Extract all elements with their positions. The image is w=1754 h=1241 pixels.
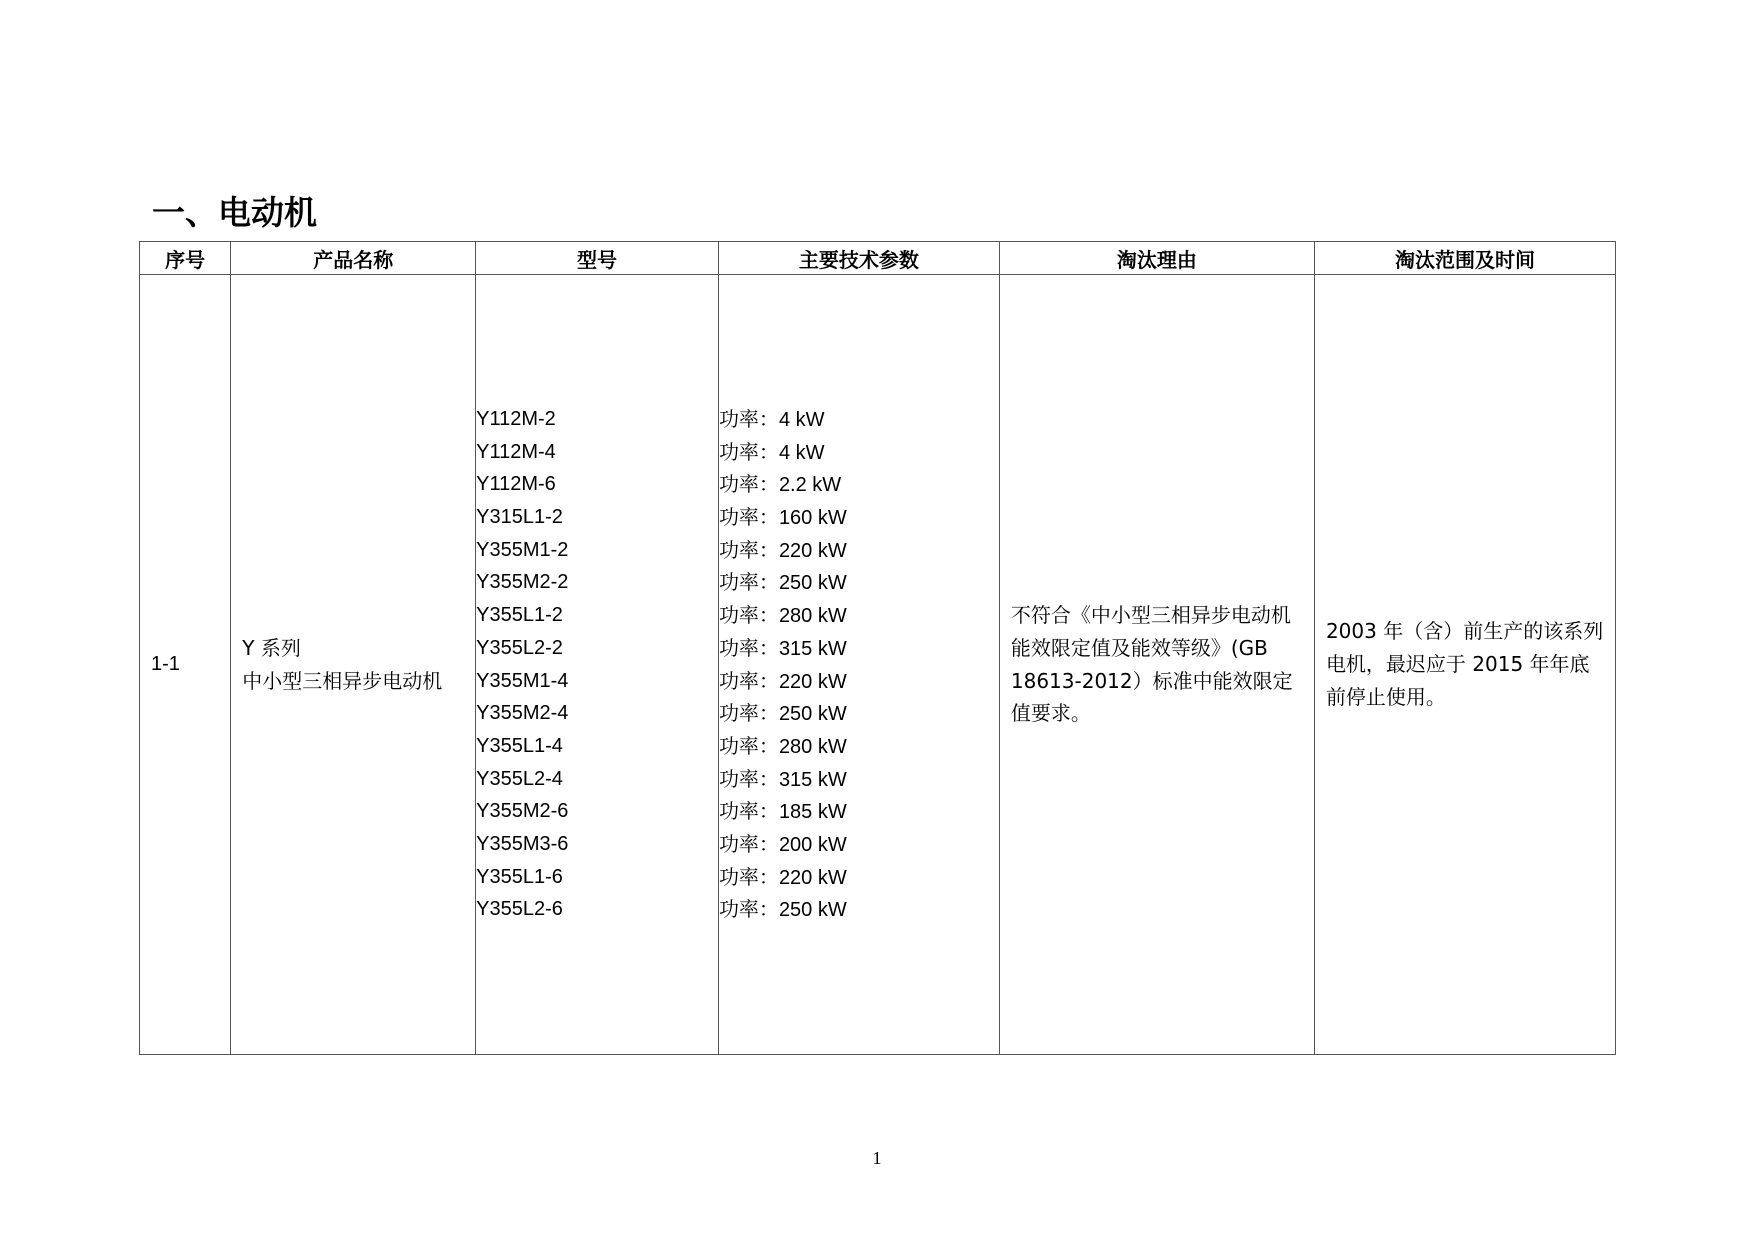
param-item [719,665,999,698]
param-label: 功率： [718,635,779,660]
param-item [719,599,999,632]
model-item: Y355L1-2 [476,604,563,627]
phase-out-table [139,241,1616,1055]
model-item: Y315L1-2 [476,506,563,529]
cell-reason [999,275,1314,1055]
model-item: Y355M2-6 [476,800,569,823]
scope-time-text: 2003 年（含）前生产的该系列电机，最迟应于 2015 年年底前停止使用。 [1325,619,1604,709]
cell-models [476,275,719,1055]
model-item: Y355L2-6 [476,898,563,921]
cell-params [718,275,999,1055]
model-item: Y355M2-4 [476,702,569,725]
param-value: 250 kW [778,703,847,726]
cell-product-name [231,275,476,1055]
model-item: Y355M2-2 [476,571,569,594]
reason-text: 不符合《中小型三相异步电动机能效限定值及能效等级》(GB 18613-2012）标准中能效限定值要求。 [1010,603,1293,726]
param-value: 315 kW [778,768,847,791]
param-item [719,468,999,501]
param-value: 280 kW [778,735,847,758]
header-index: 序号 [140,242,231,275]
param-label: 功率： [718,799,779,824]
model-item: Y112M-6 [476,473,556,496]
param-item [719,501,999,534]
cell-scope-time [1314,275,1615,1055]
param-item [719,795,999,828]
param-value: 200 kW [778,833,847,856]
table-header-row [140,242,1616,275]
param-value: 220 kW [778,539,847,562]
param-value: 185 kW [778,801,847,824]
product-type: 中小型三相异步电动机 [242,668,443,693]
param-item [719,534,999,567]
param-item [719,632,999,665]
param-value: 160 kW [778,507,847,530]
header-reason: 淘汰理由 [999,242,1314,275]
param-value: 4 kW [778,409,825,431]
header-product-name: 产品名称 [231,242,476,275]
param-label: 功率： [718,668,779,693]
model-item: Y112M-2 [476,408,556,430]
param-value: 315 kW [778,637,847,660]
param-value: 250 kW [778,572,847,595]
param-value: 2.2 kW [778,474,842,497]
param-item [719,828,999,861]
param-item [719,403,999,436]
param-label: 功率： [718,864,779,889]
param-label: 功率： [718,701,779,726]
param-label: 功率： [718,439,779,464]
product-series: Y 系列 [242,635,301,660]
param-value: 220 kW [778,670,847,693]
header-scope-time: 淘汰范围及时间 [1314,242,1615,275]
param-label: 功率： [718,537,779,562]
param-item [719,763,999,796]
model-item: Y355M3-6 [476,832,569,855]
param-item [719,436,999,469]
product-name [231,632,475,697]
model-item: Y355M1-2 [476,538,569,561]
header-main-params: 主要技术参数 [718,242,999,275]
header-model: 型号 [476,242,719,275]
param-value: 4 kW [778,441,825,464]
table-row [140,275,1616,1055]
cell-index [140,275,231,1055]
param-label: 功率： [718,570,779,595]
param-item [719,697,999,730]
param-item [719,893,999,926]
param-list [719,403,999,926]
model-item: Y355L2-2 [476,636,563,659]
param-value: 250 kW [778,899,847,922]
param-item [719,566,999,599]
page-number: 1 [872,1148,882,1168]
model-item: Y355M1-4 [476,669,569,692]
param-label: 功率： [718,831,779,856]
param-label: 功率： [718,733,779,758]
row-index: 1-1 [151,653,180,676]
param-value: 220 kW [778,866,847,889]
param-label: 功率： [718,897,779,922]
model-item: Y355L2-4 [476,767,563,790]
param-item [719,730,999,763]
param-label: 功率： [718,472,779,497]
param-label: 功率： [718,407,779,431]
param-item [719,861,999,894]
param-label: 功率： [718,603,779,628]
model-item: Y112M-4 [476,440,556,463]
model-item: Y355L1-4 [476,734,563,757]
model-item: Y355L1-6 [476,865,563,888]
param-label: 功率： [718,766,779,791]
param-value: 280 kW [778,605,847,628]
param-label: 功率： [718,505,779,530]
section-title: 一、电动机 [152,193,317,232]
model-list [476,403,718,926]
